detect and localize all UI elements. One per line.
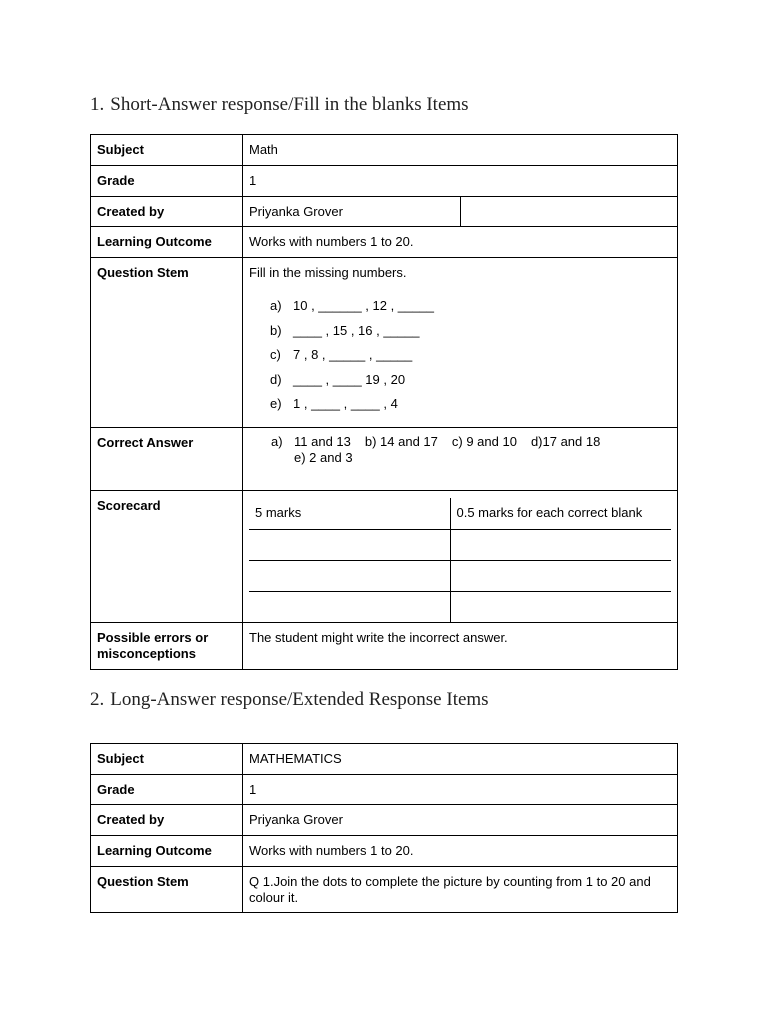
learning-outcome-label: Learning Outcome — [91, 836, 243, 867]
scorecard-note: 0.5 marks for each correct blank — [456, 505, 643, 520]
question-stem-row — [91, 258, 678, 428]
errors-row — [91, 623, 678, 670]
section-2-title: Long-Answer response/Extended Response Items — [110, 689, 489, 710]
question-stem-label: Question Stem — [91, 258, 243, 428]
section-1-heading — [90, 94, 469, 116]
question-stem-row — [91, 867, 678, 913]
grade-value: 1 — [243, 166, 678, 197]
list-item: a) 10 , ______ , 12 , _____ — [270, 298, 434, 313]
section-1-title: Short-Answer response/Fill in the blanks Items — [110, 94, 469, 115]
list-item: e) 1 , ____ , ____ , 4 — [270, 396, 398, 411]
scorecard-empty-cell — [450, 591, 671, 622]
learning-outcome-value: Works with numbers 1 to 20. — [243, 836, 678, 867]
correct-answer-line-2: e) 2 and 3 — [294, 450, 353, 465]
question-stem-cell — [243, 258, 678, 428]
created-by-empty-cell — [460, 197, 678, 227]
correct-answer-cell — [243, 428, 678, 491]
question-stem-intro: Fill in the missing numbers. — [249, 265, 407, 280]
grade-label: Grade — [91, 775, 243, 805]
section-2-heading — [90, 689, 489, 711]
created-by-row — [91, 805, 678, 836]
correct-answer-line-1: a) 11 and 13 b) 14 and 17 c) 9 and 10 d)17 and 18 — [271, 434, 601, 449]
errors-label: Possible errors or misconceptions — [91, 623, 243, 670]
created-by-row — [91, 197, 678, 227]
errors-value: The student might write the incorrect answer. — [243, 623, 678, 670]
grade-row — [91, 166, 678, 197]
subject-label: Subject — [91, 744, 243, 775]
correct-answer-label: Correct Answer — [91, 428, 243, 491]
scorecard-cell — [243, 491, 678, 623]
subject-value: Math — [243, 135, 678, 166]
question-stem-value: Q 1.Join the dots to complete the picture by counting from 1 to 20 and colour it. — [243, 867, 678, 913]
subject-row — [91, 744, 678, 775]
subject-label: Subject — [91, 135, 243, 166]
learning-outcome-row — [91, 836, 678, 867]
grade-value: 1 — [243, 775, 678, 805]
scorecard-empty-cell — [450, 529, 671, 560]
scorecard-empty-cell — [249, 529, 450, 560]
created-by-value: Priyanka Grover — [243, 805, 678, 836]
scorecard-grid — [249, 498, 671, 622]
section-1-number: 1. — [90, 94, 105, 115]
list-item: b) ____ , 15 , 16 , _____ — [270, 322, 420, 338]
list-item: c) 7 , 8 , _____ , _____ — [270, 347, 413, 362]
question-stem-label: Question Stem — [91, 867, 243, 913]
subject-row — [91, 135, 678, 166]
created-by-value: Priyanka Grover — [243, 197, 461, 227]
grade-row — [91, 775, 678, 805]
scorecard-empty-cell — [249, 560, 450, 591]
correct-answer-row — [91, 428, 678, 491]
list-item: d) ____ , ____ 19 , 20 — [270, 371, 406, 387]
created-by-label: Created by — [91, 805, 243, 836]
subject-value: MATHEMATICS — [243, 744, 678, 775]
learning-outcome-row — [91, 227, 678, 258]
learning-outcome-label: Learning Outcome — [91, 227, 243, 258]
learning-outcome-value: Works with numbers 1 to 20. — [243, 227, 678, 258]
short-answer-table — [90, 134, 678, 670]
grade-label: Grade — [91, 166, 243, 197]
created-by-label: Created by — [91, 197, 243, 227]
missing-numbers-list — [270, 298, 671, 421]
scorecard-marks: 5 marks — [249, 498, 450, 529]
scorecard-empty-cell — [450, 560, 671, 591]
scorecard-row — [91, 491, 678, 623]
section-2-number: 2. — [90, 689, 105, 710]
long-answer-table — [90, 743, 678, 913]
scorecard-label: Scorecard — [91, 491, 243, 623]
scorecard-empty-cell — [249, 591, 450, 622]
